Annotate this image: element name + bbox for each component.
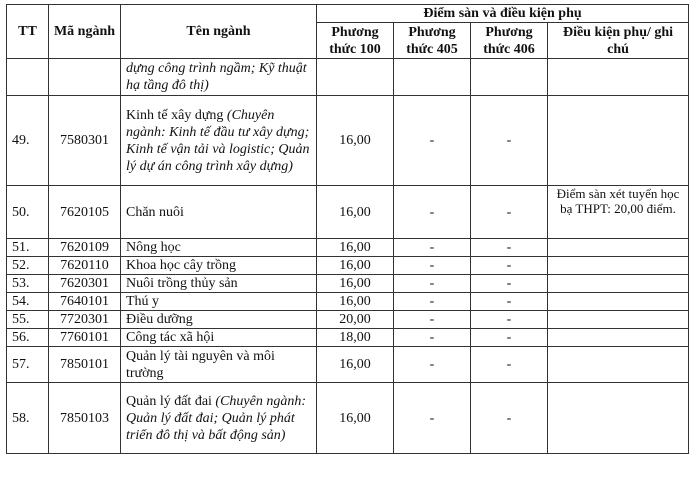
- cell-pt405: -: [394, 383, 471, 454]
- cell-code: 7620301: [49, 275, 121, 293]
- cell-tt: 52.: [7, 257, 49, 275]
- cell-pt100: 16,00: [317, 186, 394, 239]
- cell-pt405: -: [394, 257, 471, 275]
- header-pt406: Phương thức 406: [471, 23, 548, 59]
- cell-name: [121, 275, 317, 293]
- cell-pt406: -: [471, 311, 548, 329]
- table-row: [7, 329, 689, 347]
- cell-note: [548, 329, 689, 347]
- cell-pt405: [394, 59, 471, 96]
- cell-name: [121, 383, 317, 454]
- header-group: Điểm sàn và điều kiện phụ: [317, 5, 689, 23]
- cell-name: [121, 257, 317, 275]
- table-row: [7, 347, 689, 383]
- cell-name: [121, 96, 317, 186]
- header-ma-nganh: Mã ngành: [49, 5, 121, 59]
- cell-code: 7620105: [49, 186, 121, 239]
- cell-pt405: -: [394, 347, 471, 383]
- table-row: [7, 186, 689, 239]
- cell-tt: 54.: [7, 293, 49, 311]
- cell-pt405: -: [394, 293, 471, 311]
- cell-pt100: 16,00: [317, 293, 394, 311]
- cell-pt406: [471, 59, 548, 96]
- major-name: Quản lý tài nguyên và môi trường: [126, 348, 275, 381]
- major-name: Khoa học cây trồng: [126, 258, 237, 273]
- cell-note: [548, 293, 689, 311]
- cell-note: [548, 311, 689, 329]
- cell-pt406: -: [471, 383, 548, 454]
- cell-pt406: -: [471, 275, 548, 293]
- header-pt100: Phương thức 100: [317, 23, 394, 59]
- table-row: [7, 239, 689, 257]
- cell-code: 7850103: [49, 383, 121, 454]
- header-ten-nganh: Tên ngành: [121, 5, 317, 59]
- major-name: Thú y: [126, 294, 160, 309]
- header-tt: TT: [7, 5, 49, 59]
- major-name: Điều dưỡng: [126, 312, 193, 327]
- major-name: Chăn nuôi: [126, 204, 184, 220]
- cell-pt100: 20,00: [317, 311, 394, 329]
- cell-pt405: -: [394, 311, 471, 329]
- header-note: Điều kiện phụ/ ghi chú: [548, 23, 689, 59]
- cell-code: 7640101: [49, 293, 121, 311]
- cell-tt: 57.: [7, 347, 49, 383]
- cell-tt: 51.: [7, 239, 49, 257]
- cell-note: [548, 347, 689, 383]
- major-name: Nuôi trồng thủy sản: [126, 276, 238, 291]
- cell-tt: 49.: [7, 96, 49, 186]
- table-row: [7, 275, 689, 293]
- cell-tt: 55.: [7, 311, 49, 329]
- cell-pt406: -: [471, 239, 548, 257]
- cell-pt100: 16,00: [317, 275, 394, 293]
- major-specialization: (Chuyên ngành: Quản lý đất đai; Quản lý phát triển đô thị và bất động sản): [126, 393, 307, 443]
- cell-pt100: [317, 59, 394, 96]
- cell-name: [121, 293, 317, 311]
- major-specialization: dựng công trình ngầm; Kỹ thuật hạ tầng đô thị): [126, 61, 307, 93]
- cell-name: [121, 329, 317, 347]
- cell-name: [121, 186, 317, 239]
- cell-tt: [7, 59, 49, 96]
- header-row-top: [7, 5, 689, 23]
- cell-tt: 50.: [7, 186, 49, 239]
- cell-code: 7620109: [49, 239, 121, 257]
- cell-note: [548, 257, 689, 275]
- cell-pt406: -: [471, 347, 548, 383]
- cell-pt406: -: [471, 257, 548, 275]
- table-row: [7, 257, 689, 275]
- cell-pt405: -: [394, 275, 471, 293]
- cell-pt405: -: [394, 239, 471, 257]
- cell-name: [121, 347, 317, 383]
- major-name: Nông học: [126, 240, 181, 255]
- cell-name: [121, 59, 317, 96]
- cell-pt406: -: [471, 293, 548, 311]
- cell-pt100: 16,00: [317, 257, 394, 275]
- cell-pt100: 16,00: [317, 383, 394, 454]
- cell-note: [548, 383, 689, 454]
- cell-pt100: 16,00: [317, 96, 394, 186]
- cell-name: [121, 239, 317, 257]
- cell-note: [548, 96, 689, 186]
- cell-code: 7850101: [49, 347, 121, 383]
- header-pt405: Phương thức 405: [394, 23, 471, 59]
- major-specialization: (Chuyên ngành: Kinh tế đầu tư xây dựng; Kinh tế vận tải và logistic; Quản lý dự án công trình xây dựng): [126, 107, 310, 174]
- cell-tt: 53.: [7, 275, 49, 293]
- cell-code: 7720301: [49, 311, 121, 329]
- cell-code: 7620110: [49, 257, 121, 275]
- cell-code: 7760101: [49, 329, 121, 347]
- cell-note: [548, 59, 689, 96]
- admission-score-table: [6, 4, 689, 454]
- table-row: [7, 311, 689, 329]
- cell-pt406: -: [471, 329, 548, 347]
- cell-pt405: -: [394, 186, 471, 239]
- cell-note: [548, 275, 689, 293]
- cell-pt405: -: [394, 96, 471, 186]
- cell-code: 7580301: [49, 96, 121, 186]
- cell-pt406: -: [471, 96, 548, 186]
- cell-tt: 58.: [7, 383, 49, 454]
- table-row: [7, 96, 689, 186]
- major-name: Công tác xã hội: [126, 330, 215, 345]
- cell-name: [121, 311, 317, 329]
- cell-pt100: 16,00: [317, 347, 394, 383]
- cell-pt100: 18,00: [317, 329, 394, 347]
- table-row: [7, 293, 689, 311]
- major-name: Kinh tế xây dựng: [126, 107, 227, 123]
- major-name: Quản lý đất đai: [126, 393, 216, 409]
- table-row: [7, 383, 689, 454]
- table-row: [7, 59, 689, 96]
- cell-pt100: 16,00: [317, 239, 394, 257]
- cell-pt406: -: [471, 186, 548, 239]
- cell-pt405: -: [394, 329, 471, 347]
- cell-note: [548, 239, 689, 257]
- cell-note: Điểm sàn xét tuyển học bạ THPT: 20,00 điểm.: [548, 186, 689, 239]
- cell-tt: 56.: [7, 329, 49, 347]
- cell-code: [49, 59, 121, 96]
